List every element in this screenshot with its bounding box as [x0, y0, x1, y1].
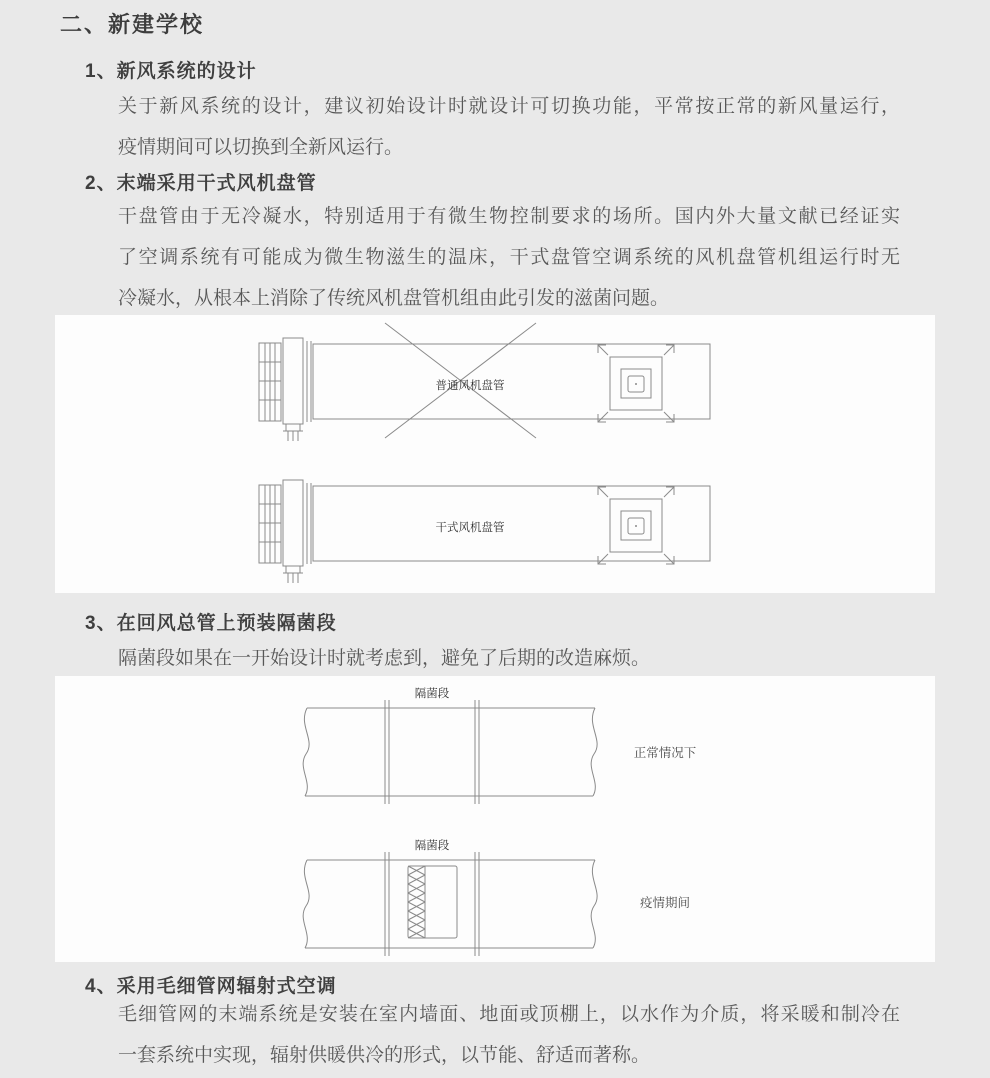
isolation-section-label: 隔菌段: [414, 838, 450, 852]
duct-normal-condition: [303, 686, 697, 804]
section-2-heading: 2、末端采用干式风机盘管: [85, 173, 317, 194]
paragraph-line: 干盘管由于无冷凝水，特别适用于有微生物控制要求的场所。国内外大量文献已经证实: [118, 206, 900, 227]
isolation-section-label: 隔菌段: [414, 686, 450, 700]
normal-condition-caption: 正常情况下: [633, 745, 697, 760]
paragraph-line: 冷凝水，从根本上消除了传统风机盘管机组由此引发的滋菌问题。: [118, 288, 670, 309]
paragraph-line: 隔菌段如果在一开始设计时就考虑到，避免了后期的改造麻烦。: [118, 648, 651, 669]
figure-label-ordinary: 普通风机盘管: [435, 378, 505, 392]
section-4-paragraph: [118, 994, 900, 1076]
filter-insert: [408, 866, 457, 938]
duct-epidemic-condition: [303, 838, 690, 956]
section-2-paragraph: [118, 196, 900, 319]
section-3-paragraph: [118, 638, 900, 679]
epidemic-condition-caption: 疫情期间: [639, 895, 691, 910]
ordinary-fan-coil-unit: [259, 323, 710, 441]
figure-fan-coil-panel: [55, 315, 935, 593]
paragraph-line: 疫情期间可以切换到全新风运行。: [118, 137, 404, 158]
figure-duct-panel: [55, 676, 935, 962]
section-3-heading: 3、在回风总管上预装隔菌段: [85, 613, 337, 634]
section-1-heading: 1、新风系统的设计: [85, 61, 257, 82]
fan-coil-diagram: [55, 315, 935, 593]
paragraph-line: 了空调系统有可能成为微生物滋生的温床，干式盘管空调系统的风机盘管机组运行时无: [118, 247, 900, 268]
page-title: 二、新建学校: [60, 12, 205, 37]
duct-isolation-diagram: [55, 676, 935, 962]
paragraph-line: 关于新风系统的设计，建议初始设计时就设计可切换功能，平常按正常的新风量运行，: [118, 96, 900, 117]
section-1-paragraph: [118, 86, 900, 168]
paragraph-line: 一套系统中实现，辐射供暖供冷的形式，以节能、舒适而著称。: [118, 1045, 651, 1066]
dry-fan-coil-unit: [259, 480, 710, 583]
section-4-heading: 4、采用毛细管网辐射式空调: [85, 976, 337, 997]
figure-label-dry: 干式风机盘管: [435, 520, 505, 534]
paragraph-line: 毛细管网的末端系统是安装在室内墙面、地面或顶棚上，以水作为介质，将采暖和制冷在: [118, 1004, 900, 1025]
